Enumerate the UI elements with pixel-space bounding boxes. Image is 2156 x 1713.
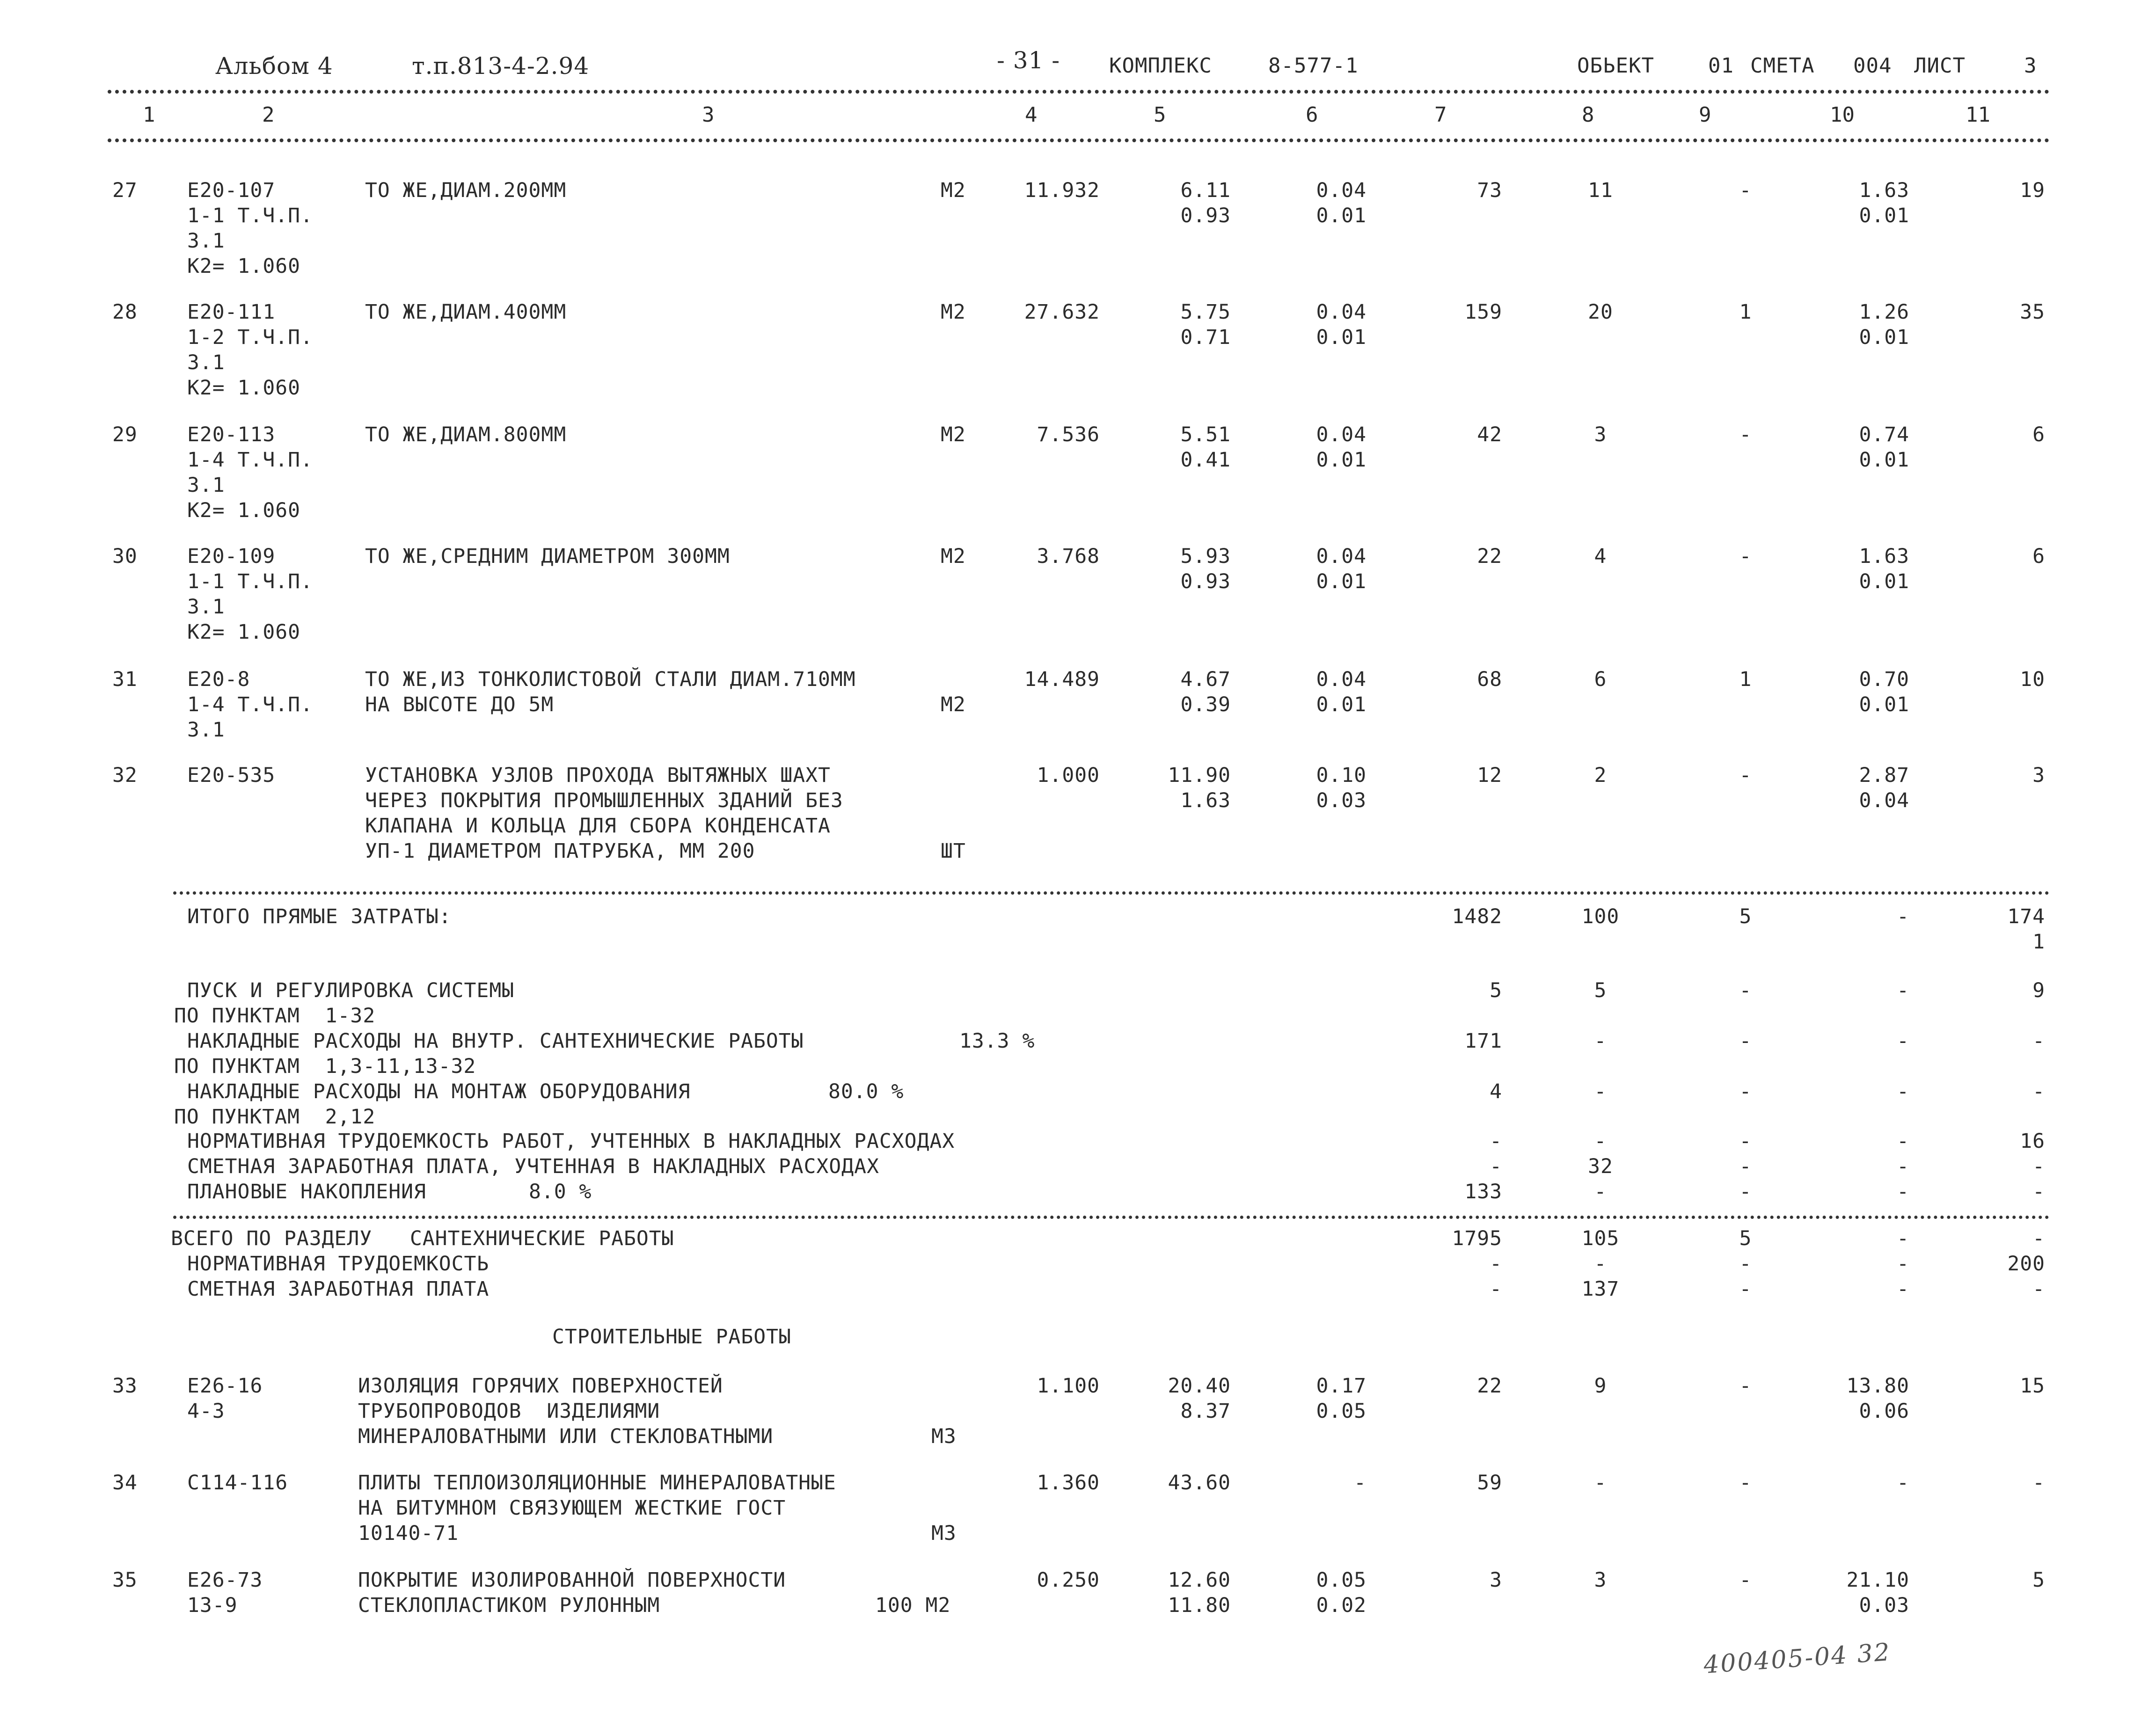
section-wage-label: СМЕТНАЯ ЗАРАБОТНАЯ ПЛАТА [187,1277,490,1301]
row-col8: 2 [1594,764,1607,787]
row-unit: ШТ [941,839,966,863]
row-description: ТО ЖЕ,ДИАМ.200ММ [365,179,567,202]
row-col10: 2.87 0.04 [1859,764,1909,812]
row-col8: 3 [1594,423,1607,446]
row-col5: 11.90 1.63 [1168,764,1231,812]
handwritten-signature: 400405-04 32 [1703,1638,1892,1679]
extra-col11: - [2032,1180,2045,1203]
section-labor-col11: 200 [2007,1252,2045,1276]
row-quantity: 14.489 [1024,668,1100,691]
row-code: Е20-111 1-2 Т.Ч.П. 3.1 К2= 1.060 [187,300,313,400]
extra-col11: - [2032,1029,2045,1053]
col-5: 5 [1154,103,1166,127]
extra-col9: - [1739,1180,1752,1203]
row-quantity: 3.768 [1037,545,1100,568]
row-col11: 19 [2020,179,2045,202]
row-col5: 5.75 0.71 [1180,300,1231,349]
row-number: 34 [112,1471,138,1494]
extra-col10: - [1897,1080,1909,1103]
row-col9: - [1739,1471,1752,1494]
object-label: ОБЬЕКТ [1577,54,1654,78]
col-11: 11 [1966,103,1990,127]
extra-col8: - [1594,1130,1607,1153]
row-col8: 11 [1588,179,1613,202]
row-col5: 4.67 0.39 [1180,668,1231,716]
extra-col9: - [1739,1080,1752,1103]
row-description: ТО ЖЕ,ДИАМ.800ММ [365,423,567,446]
row-unit: М3 [931,1425,957,1448]
col-8: 8 [1582,103,1594,127]
row-number: 29 [112,423,138,446]
row-code: Е26-16 4-3 [187,1374,263,1423]
row-col10: 0.74 0.01 [1859,423,1909,472]
row-number: 32 [112,764,138,787]
row-quantity: 7.536 [1037,423,1100,446]
section-total-label: ВСЕГО ПО РАЗДЕЛУ САНТЕХНИЧЕСКИЕ РАБОТЫ [171,1227,674,1250]
extra-col7: 5 [1490,979,1502,1002]
row-col9: - [1739,423,1752,446]
section-labor-col7: - [1490,1252,1502,1276]
total-separator [173,891,2050,895]
extra-text: ПУСК И РЕГУЛИРОВКА СИСТЕМЫ [187,979,515,1002]
row-number: 33 [112,1374,138,1398]
row-col11: 6 [2032,545,2045,568]
row-col7: 22 [1477,1374,1502,1398]
col-4: 4 [1025,103,1038,127]
row-col7: 12 [1477,764,1502,787]
extra-col7: 133 [1464,1180,1502,1203]
row-number: 31 [112,668,138,691]
section-total-col7: 1795 [1452,1227,1502,1250]
extra-col9: - [1739,1155,1752,1178]
row-col11: 10 [2020,668,2045,691]
extra-col7: 171 [1464,1029,1502,1053]
total-col8: 100 [1581,905,1620,928]
row-number: 27 [112,179,138,202]
row-col5: 5.51 0.41 [1180,423,1231,472]
extra-text: НАКЛАДНЫЕ РАСХОДЫ НА ВНУТР. САНТЕХНИЧЕСКИЕ РАБОТЫ [187,1029,804,1053]
row-col11: 15 [2020,1374,2045,1398]
row-code: Е20-113 1-4 Т.Ч.П. 3.1 К2= 1.060 [187,423,313,522]
section-labor-col8: - [1594,1252,1607,1276]
extra-col9: - [1739,1029,1752,1053]
section-title: СТРОИТЕЛЬНЫЕ РАБОТЫ [552,1325,791,1349]
extra-points: ПО ПУНКТАМ 1-32 [174,1004,376,1028]
extra-col8: 5 [1594,979,1607,1002]
page-number: - 31 - [997,47,1060,74]
extra-col8: - [1594,1029,1607,1053]
extra-percent: 80.0 % [828,1080,904,1103]
row-description: ИЗОЛЯЦИЯ ГОРЯЧИХ ПОВЕРХНОСТЕЙ ТРУБОПРОВОДОВ ИЗДЕЛИЯМИ МИНЕРАЛОВАТНЫМИ ИЛИ СТЕКЛОВАТНЫМИ [358,1374,774,1448]
row-unit: 100 М2 [875,1594,951,1617]
list-value: 3 [2024,54,2037,78]
row-unit: М2 [941,300,966,324]
row-quantity: 1.100 [1037,1374,1100,1398]
extra-col8: 32 [1588,1155,1613,1178]
row-description: ТО ЖЕ,СРЕДНИМ ДИАМЕТРОМ 300ММ [365,545,730,568]
row-col7: 42 [1477,423,1502,446]
row-code: С114-116 [187,1471,288,1494]
row-description: ТО ЖЕ,ИЗ ТОНКОЛИСТОВОЙ СТАЛИ ДИАМ.710ММ НА ВЫСОТЕ ДО 5М [365,668,856,716]
extra-text: НАКЛАДНЫЕ РАСХОДЫ НА МОНТАЖ ОБОРУДОВАНИЯ [187,1080,691,1103]
row-col9: - [1739,1568,1752,1592]
extra-col7: 4 [1490,1080,1502,1103]
section-total-col10: - [1897,1227,1909,1250]
section-wage-col11: - [2032,1277,2045,1301]
row-col6: 0.17 0.05 [1316,1374,1367,1423]
col-9: 9 [1699,103,1711,127]
complex-value: 8-577-1 [1268,54,1359,78]
total-direct-label: ИТОГО ПРЯМЫЕ ЗАТРАТЫ: [187,905,452,928]
smeta-value: 004 [1853,54,1892,78]
row-col8: 20 [1588,300,1613,324]
row-col9: - [1739,179,1752,202]
row-col7: 73 [1477,179,1502,202]
section-labor-label: НОРМАТИВНАЯ ТРУДОЕМКОСТЬ [187,1252,490,1276]
row-description: УСТАНОВКА УЗЛОВ ПРОХОДА ВЫТЯЖНЫХ ШАХТ ЧЕРЕЗ ПОКРЫТИЯ ПРОМЫШЛЕННЫХ ЗДАНИЙ БЕЗ КЛАПАНА И КОЛЬЦА ДЛЯ СБОРА КОНДЕНСАТА УП-1 ДИАМЕТРОМ ПАТРУБКА, ММ 200 [365,764,843,863]
row-col8: 3 [1594,1568,1607,1592]
section-total-separator [173,1216,2050,1219]
tp-label: т.п.813-4-2.94 [412,52,590,80]
row-col10: 1.63 0.01 [1859,179,1909,227]
col-6: 6 [1306,103,1318,127]
row-col11: 5 [2032,1568,2045,1592]
row-col9: 1 [1739,300,1752,324]
row-col5: 43.60 [1168,1471,1231,1494]
list-label: ЛИСТ [1914,54,1966,78]
extra-col7: - [1490,1130,1502,1153]
row-col6: 0.04 0.01 [1316,179,1367,227]
row-col5: 12.60 11.80 [1168,1568,1231,1617]
extra-col9: - [1739,1130,1752,1153]
total-col10: - [1897,905,1909,928]
row-quantity: 27.632 [1024,300,1100,324]
extra-col11: - [2032,1080,2045,1103]
extra-col10: - [1897,979,1909,1002]
row-quantity: 1.000 [1037,764,1100,787]
row-col11: 6 [2032,423,2045,446]
extra-points: ПО ПУНКТАМ 1,3-11,13-32 [174,1055,476,1078]
section-wage-col9: - [1739,1277,1752,1301]
row-description: ПОКРЫТИЕ ИЗОЛИРОВАННОЙ ПОВЕРХНОСТИ СТЕКЛОПЛАСТИКОМ РУЛОННЫМ [358,1568,786,1617]
extra-col11: 16 [2020,1130,2045,1153]
extra-col11: 9 [2032,979,2045,1002]
col-1: 1 [143,103,155,127]
row-code: Е20-535 [187,764,276,787]
extra-col10: - [1897,1029,1909,1053]
row-col10: 1.63 0.01 [1859,545,1909,593]
extra-col9: - [1739,979,1752,1002]
row-unit: М2 [941,179,966,202]
section-total-col8: 105 [1581,1227,1620,1250]
row-col9: - [1739,1374,1752,1398]
row-col8: 9 [1594,1374,1607,1398]
col-2: 2 [262,103,275,127]
row-col8: - [1594,1471,1607,1494]
row-col9: 1 [1739,668,1752,691]
row-quantity: 11.932 [1024,179,1100,202]
extra-text: ПЛАНОВЫЕ НАКОПЛЕНИЯ [187,1180,426,1203]
smeta-label: СМЕТА [1750,54,1815,78]
section-total-col11: - [2032,1227,2045,1250]
row-description: ТО ЖЕ,ДИАМ.400ММ [365,300,567,324]
total-col11: 174 1 [2007,905,2045,954]
col-7: 7 [1434,103,1447,127]
row-col8: 4 [1594,545,1607,568]
section-wage-col8: 137 [1581,1277,1620,1301]
row-col6: - [1354,1471,1367,1494]
row-col9: - [1739,764,1752,787]
row-unit: М2 [941,545,966,568]
section-labor-col10: - [1897,1252,1909,1276]
row-col10: 21.10 0.03 [1846,1568,1909,1617]
row-col7: 22 [1477,545,1502,568]
row-col7: 68 [1477,668,1502,691]
section-labor-col9: - [1739,1252,1752,1276]
extra-col10: - [1897,1130,1909,1153]
album-label: Альбом 4 [215,52,333,80]
col-3: 3 [702,103,715,127]
row-unit: М3 [931,1522,957,1545]
total-col9: 5 [1739,905,1752,928]
row-col11: - [2032,1471,2045,1494]
row-unit: М2 [941,693,966,716]
row-col5: 5.93 0.93 [1180,545,1231,593]
row-col6: 0.04 0.01 [1316,300,1367,349]
row-code: Е20-8 1-4 Т.Ч.П. 3.1 [187,668,313,742]
row-col6: 0.04 0.01 [1316,545,1367,593]
col-10: 10 [1830,103,1855,127]
row-code: Е20-109 1-1 Т.Ч.П. 3.1 К2= 1.060 [187,545,313,644]
extra-col7: - [1490,1155,1502,1178]
row-col11: 35 [2020,300,2045,324]
extra-col8: - [1594,1080,1607,1103]
row-col7: 59 [1477,1471,1502,1494]
row-code: Е26-73 13-9 [187,1568,263,1617]
row-col7: 159 [1464,300,1502,324]
row-code: Е20-107 1-1 Т.Ч.П. 3.1 К2= 1.060 [187,179,313,278]
row-col5: 6.11 0.93 [1180,179,1231,227]
row-number: 28 [112,300,138,324]
extra-text: НОРМАТИВНАЯ ТРУДОЕМКОСТЬ РАБОТ, УЧТЕННЫХ В НАКЛАДНЫХ РАСХОДАХ [187,1130,955,1153]
header-separator [108,90,2050,94]
row-col7: 3 [1490,1568,1502,1592]
row-number: 30 [112,545,138,568]
object-value: 01 [1708,54,1734,78]
extra-percent: 8.0 % [529,1180,592,1203]
total-col7: 1482 [1452,905,1502,928]
row-quantity: 0.250 [1037,1568,1100,1592]
row-quantity: 1.360 [1037,1471,1100,1494]
row-col10: 0.70 0.01 [1859,668,1909,716]
row-col6: 0.10 0.03 [1316,764,1367,812]
extra-percent: 13.3 % [959,1029,1035,1053]
section-wage-col10: - [1897,1277,1909,1301]
section-wage-col7: - [1490,1277,1502,1301]
row-col6: 0.05 0.02 [1316,1568,1367,1617]
row-col10: 1.26 0.01 [1859,300,1909,349]
row-col5: 20.40 8.37 [1168,1374,1231,1423]
extra-col8: - [1594,1180,1607,1203]
row-col10: 13.80 0.06 [1846,1374,1909,1423]
row-description: ПЛИТЫ ТЕПЛОИЗОЛЯЦИОННЫЕ МИНЕРАЛОВАТНЫЕ НА БИТУМНОМ СВЯЗУЮЩЕМ ЖЕСТКИЕ ГОСТ 10140-71 [358,1471,836,1545]
extra-col11: - [2032,1155,2045,1178]
extra-col10: - [1897,1155,1909,1178]
complex-label: КОМПЛЕКС [1109,54,1212,78]
extra-points: ПО ПУНКТАМ 2,12 [174,1105,376,1129]
section-total-col9: 5 [1739,1227,1752,1250]
extra-col10: - [1897,1180,1909,1203]
row-unit: М2 [941,423,966,446]
row-col8: 6 [1594,668,1607,691]
row-number: 35 [112,1568,138,1592]
row-col6: 0.04 0.01 [1316,423,1367,472]
row-col10: - [1897,1471,1909,1494]
extra-text: СМЕТНАЯ ЗАРАБОТНАЯ ПЛАТА, УЧТЕННАЯ В НАКЛАДНЫХ РАСХОДАХ [187,1155,879,1178]
row-col9: - [1739,545,1752,568]
column-header-separator [108,138,2050,142]
row-col6: 0.04 0.01 [1316,668,1367,716]
row-col11: 3 [2032,764,2045,787]
